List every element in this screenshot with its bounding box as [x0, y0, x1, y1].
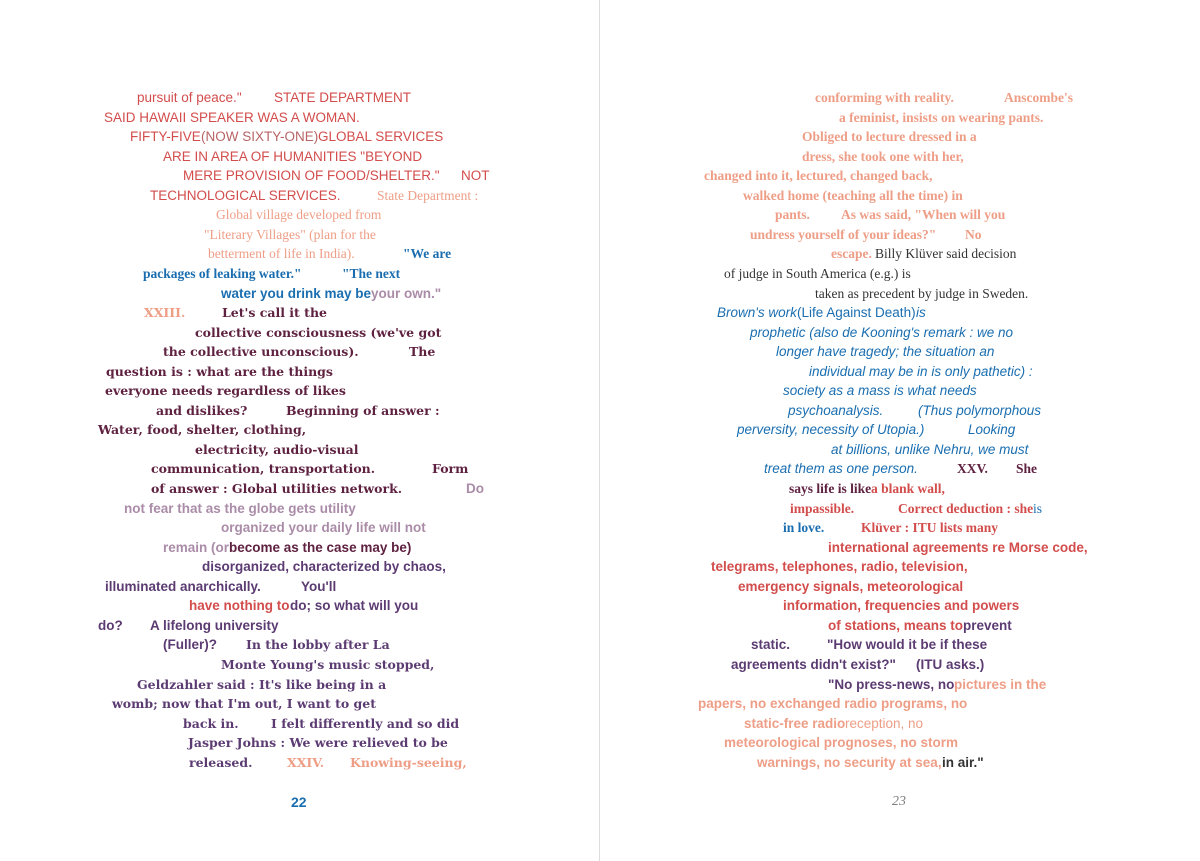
left-text-span: Geldzahler said : It's like being in a [137, 677, 387, 692]
left-text-span: have nothing to [189, 598, 290, 613]
left-text-span: In the lobby after La [246, 637, 390, 652]
right-text-span: is [916, 305, 926, 320]
left-text-span: illuminated anarchically. [105, 579, 261, 594]
left-text-span: collective consciousness (we've got [195, 325, 442, 340]
right-text-span: at billions, unlike Nehru, we must [831, 442, 1029, 457]
right-text-span: meteorological prognoses, no storm [724, 735, 959, 750]
right-text-span: warnings, no security at sea, [757, 755, 942, 770]
right-text-span: individual may be in is only pathetic) : [809, 364, 1033, 379]
left-text-span: womb; now that I'm out, I want to get [112, 696, 377, 711]
right-text-span: walked home (teaching all the time) in [743, 188, 963, 203]
right-text-span: a feminist, insists on wearing pants. [839, 110, 1044, 125]
left-text-span: do; so what will you [290, 598, 419, 613]
left-text-span: Global village developed from [216, 207, 382, 222]
left-text-span: XXIV. [287, 755, 325, 770]
right-text-span: reception, no [845, 716, 924, 731]
left-text-span: disorganized, characterized by chaos, [202, 559, 446, 574]
left-text-span: and dislikes? [156, 403, 248, 418]
right-text-span: (ITU asks.) [916, 657, 985, 672]
right-text-span: (Life Against Death) [797, 305, 916, 320]
right-text-span: dress, she took one with her, [802, 149, 964, 164]
right-text-span: changed into it, lectured, changed back, [704, 168, 933, 183]
right-text-span: prevent [963, 618, 1012, 633]
right-text-span: longer have tragedy; the situation an [776, 344, 995, 359]
left-text-span: STATE DEPARTMENT [274, 90, 412, 105]
right-text-span: Looking [968, 422, 1016, 437]
right-text-span: psychoanalysis. [788, 403, 884, 418]
left-text-span: remain (or [163, 540, 230, 555]
right-page [600, 0, 1200, 861]
right-text-span: "No press-news, no [828, 677, 955, 692]
left-text-span: MERE PROVISION OF FOOD/SHELTER." [183, 168, 440, 183]
right-text-span: XXV. [957, 461, 988, 476]
right-text-span: perversity, necessity of Utopia.) [737, 422, 925, 437]
page-number-left: 22 [291, 794, 307, 810]
right-text-span: is [1033, 501, 1043, 516]
right-text-span: undress yourself of your ideas?" [750, 227, 937, 242]
right-text-span: Obliged to lecture dressed in a [802, 129, 977, 144]
right-text-span: static. [751, 637, 791, 652]
left-text-span: Form [432, 461, 469, 476]
right-text-span: emergency signals, meteorological [738, 579, 964, 594]
right-text-span: taken as precedent by judge in Sweden. [815, 286, 1029, 301]
left-text-span: (Fuller)? [163, 637, 217, 652]
left-text-span: I felt differently and so did [271, 716, 460, 731]
right-text-span: conforming with reality. [815, 90, 954, 105]
left-text-span: released. [189, 755, 253, 770]
left-text-span: the collective unconscious). [163, 344, 359, 359]
left-text-span: organized your daily life will not [221, 520, 426, 535]
left-text-span: question is : what are the things [106, 364, 333, 379]
left-text-span: betterment of life in India). [208, 246, 355, 261]
right-text-span: of judge in South America (e.g.) is [724, 266, 911, 281]
left-text-span: Monte Young's music stopped, [221, 657, 435, 672]
right-text-span: impassible. [790, 501, 855, 516]
left-text-span: GLOBAL SERVICES [318, 129, 444, 144]
left-text-span: "Literary Villages" (plan for the [204, 227, 376, 242]
right-text-span: pants. [775, 207, 810, 222]
right-text-span: treat them as one person. [764, 461, 918, 476]
left-text-span: State Department : [377, 188, 479, 203]
left-text-span: water you drink may be [221, 286, 372, 301]
right-text-span: She [1016, 461, 1038, 476]
left-text-span: become as the case may be) [229, 540, 412, 555]
left-text-span: FIFTY-FIVE [130, 129, 201, 144]
left-text-span: ARE IN AREA OF HUMANITIES "BEYOND [163, 149, 423, 164]
right-text-span: of stations, means to [828, 618, 964, 633]
right-text-span: pictures in the [954, 677, 1047, 692]
right-text-span: agreements didn't exist?" [731, 657, 896, 672]
right-text-span: says life is like [789, 481, 872, 496]
left-text-span: Beginning of answer : [286, 403, 440, 418]
left-text-span: "We are [403, 246, 452, 261]
right-text-span: society as a mass is what needs [783, 383, 977, 398]
left-text-span: not fear that as the globe gets utility [124, 501, 356, 516]
left-text-span: Knowing-seeing, [350, 755, 467, 770]
right-text-span: papers, no exchanged radio programs, no [698, 696, 968, 711]
left-text-span: A lifelong university [150, 618, 279, 633]
left-text-span: pursuit of peace." [137, 90, 242, 105]
left-text-span: TECHNOLOGICAL SERVICES. [150, 188, 341, 203]
left-text-span: electricity, audio-visual [195, 442, 359, 457]
right-text-span: Billy Klüver said decision [875, 246, 1017, 261]
left-text-span: SAID HAWAII SPEAKER WAS A WOMAN. [104, 110, 360, 125]
right-text-span: telegrams, telephones, radio, television, [711, 559, 968, 574]
right-text-span: Anscombe's [1004, 90, 1074, 105]
left-text-span: Water, food, shelter, clothing, [98, 422, 307, 437]
left-text-span: Do [466, 481, 484, 496]
right-text-span: information, frequencies and powers [783, 598, 1020, 613]
left-text-span: "The next [342, 266, 401, 281]
left-text-span: The [409, 344, 436, 359]
right-text-span: No [965, 227, 982, 242]
left-text-span: (NOW SIXTY-ONE) [201, 129, 319, 144]
right-text-span: Correct deduction : she [898, 501, 1034, 516]
left-text-span: packages of leaking water." [143, 266, 302, 281]
left-text-span: You'll [301, 579, 337, 594]
right-text-span: in love. [783, 520, 825, 535]
right-text-span: Brown's work [717, 305, 797, 320]
left-text-span: NOT [461, 168, 490, 183]
page-number-right: 23 [892, 794, 906, 809]
left-text-span: do? [98, 618, 123, 633]
left-text-span: Jasper Johns : We were relieved to be [188, 735, 448, 750]
left-text-span: of answer : Global utilities network. [151, 481, 403, 496]
right-text-span: escape. [831, 246, 872, 261]
right-text-span: Klüver : ITU lists many [861, 520, 999, 535]
left-text-span: communication, transportation. [151, 461, 376, 476]
right-text-span: in air." [942, 755, 984, 770]
left-text-span: XXIII. [144, 305, 186, 320]
right-text-span: "How would it be if these [827, 637, 988, 652]
right-text-span: a blank wall, [871, 481, 945, 496]
left-text-span: back in. [183, 716, 239, 731]
left-text-span: everyone needs regardless of likes [105, 383, 346, 398]
right-text-span: (Thus polymorphous [918, 403, 1042, 418]
left-text-span: your own." [371, 286, 442, 301]
right-text-span: prophetic (also de Kooning's remark : we no [750, 325, 1013, 340]
right-text-span: international agreements re Morse code, [828, 540, 1088, 555]
left-text-span: Let's call it the [222, 305, 327, 320]
right-text-span: static-free radio [744, 716, 846, 731]
right-text-span: As was said, "When will you [841, 207, 1006, 222]
